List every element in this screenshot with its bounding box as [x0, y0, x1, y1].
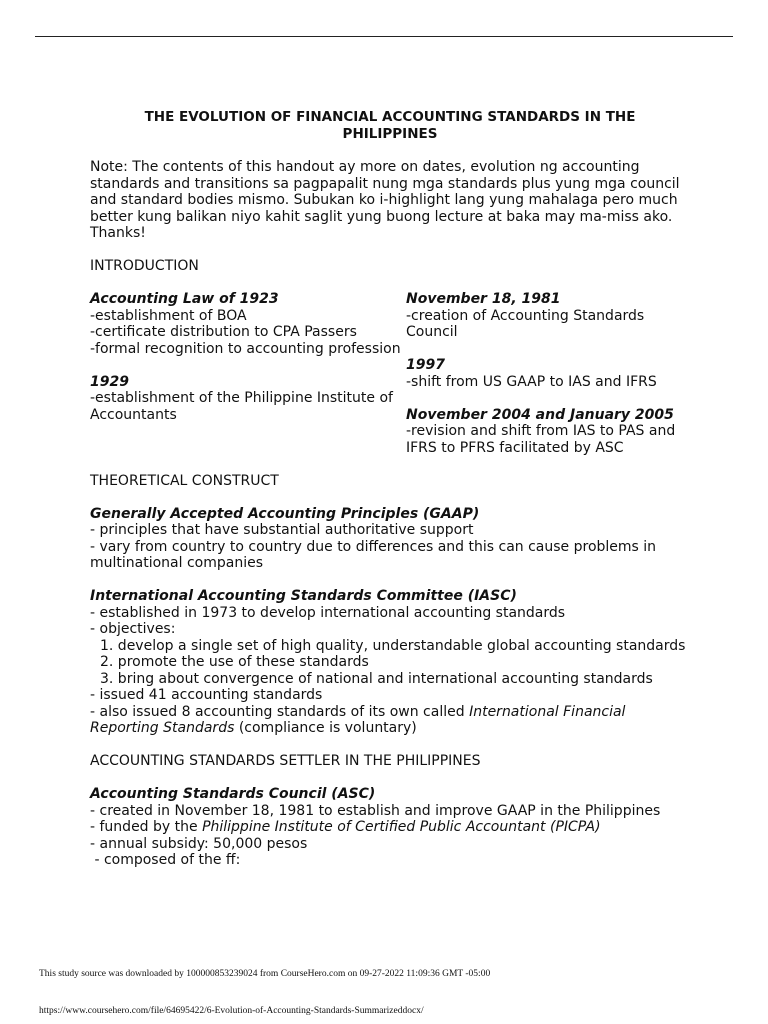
asc-created: - created in November 18, 1981 to establish and improve GAAP in the Philippines: [90, 802, 661, 819]
intro-item-title: November 2004 and January 2005: [406, 406, 674, 423]
introduction-left-column: [90, 291, 406, 456]
gaap-item: - principles that have substantial authoritative support: [90, 522, 474, 538]
intro-item-title: Accounting Law of 1923: [90, 291, 279, 307]
introduction-heading: INTRODUCTION: [90, 258, 199, 274]
note-paragraph: Note: The contents of this handout ay more on dates, evolution ng accounting standards and transitions sa pagpapalit nung mga standards plus yung mga council and standard bodies mismo. Subukan ko i-highlight lang yung mahalaga pero much better kung balikan niyo kahit saglit yung buong lecture at baka may ma-miss ako. Thanks!: [90, 159, 680, 241]
asc-subsidy: - annual subsidy: 50,000 pesos: [90, 835, 308, 852]
intro-item-text: -shift from US GAAP to IAS and IFRS: [406, 373, 657, 390]
iasc-established: - established in 1973 to develop international accounting standards: [90, 604, 566, 621]
top-rule: [35, 36, 733, 37]
asc-title: Accounting Standards Council (ASC): [90, 786, 376, 802]
iasc-title: International Accounting Standards Committee (IASC): [90, 588, 517, 604]
iasc-objectives-label: - objectives:: [90, 621, 176, 637]
intro-item-text: -revision and shift from IAS to PAS and IFRS to PFRS facilitated by ASC: [406, 423, 676, 456]
intro-item-title: November 18, 1981: [406, 291, 561, 307]
document-title: THE EVOLUTION OF FINANCIAL ACCOUNTING STANDARDS IN THE PHILIPPINES: [144, 109, 636, 142]
download-notice: This study source was downloaded by 100000853239024 from CourseHero.com on 09-27-2022 11:09:36 GMT -05:00: [39, 969, 491, 979]
intro-item-text: -certificate distribution to CPA Passers: [90, 324, 357, 340]
settler-heading: ACCOUNTING STANDARDS SETTLER IN THE PHILIPPINES: [90, 753, 481, 769]
objective-item: 1. develop a single set of high quality, understandable global accounting standards: [100, 637, 686, 654]
objective-item: 3. bring about convergence of national and international accounting standards: [100, 670, 653, 687]
iasc-also-issued: - also issued 8 accounting standards of its own called International Financial Reporting Standards (compliance is voluntary): [90, 703, 626, 736]
introduction-columns: [90, 291, 690, 456]
intro-item-text: -creation of Accounting Standards Council: [406, 307, 645, 340]
intro-item-title: 1997: [406, 357, 445, 373]
objective-item: 2. promote the use of these standards: [100, 654, 369, 670]
source-url[interactable]: https://www.coursehero.com/file/64695422/6-Evolution-of-Accounting-Standards-Summarizeddocx/: [39, 1006, 424, 1016]
intro-item-text: -establishment of the Philippine Institute of Accountants: [90, 390, 393, 423]
asc-funded: - funded by the Philippine Institute of Certified Public Accountant (PICPA): [90, 819, 601, 835]
document-body: [90, 109, 690, 869]
intro-item-text: -formal recognition to accounting profession: [90, 340, 401, 357]
iasc-objectives-list: [90, 638, 690, 688]
theoretical-heading: THEORETICAL CONSTRUCT: [90, 472, 279, 489]
asc-composed: - composed of the ff:: [90, 852, 241, 868]
intro-item-title: 1929: [90, 373, 129, 390]
intro-item-text: -establishment of BOA: [90, 307, 247, 324]
gaap-title: Generally Accepted Accounting Principles (GAAP): [90, 505, 480, 522]
iasc-issued: - issued 41 accounting standards: [90, 687, 323, 703]
introduction-right-column: [406, 291, 690, 456]
gaap-item: - vary from country to country due to differences and this can cause problems in multinational companies: [90, 538, 657, 571]
